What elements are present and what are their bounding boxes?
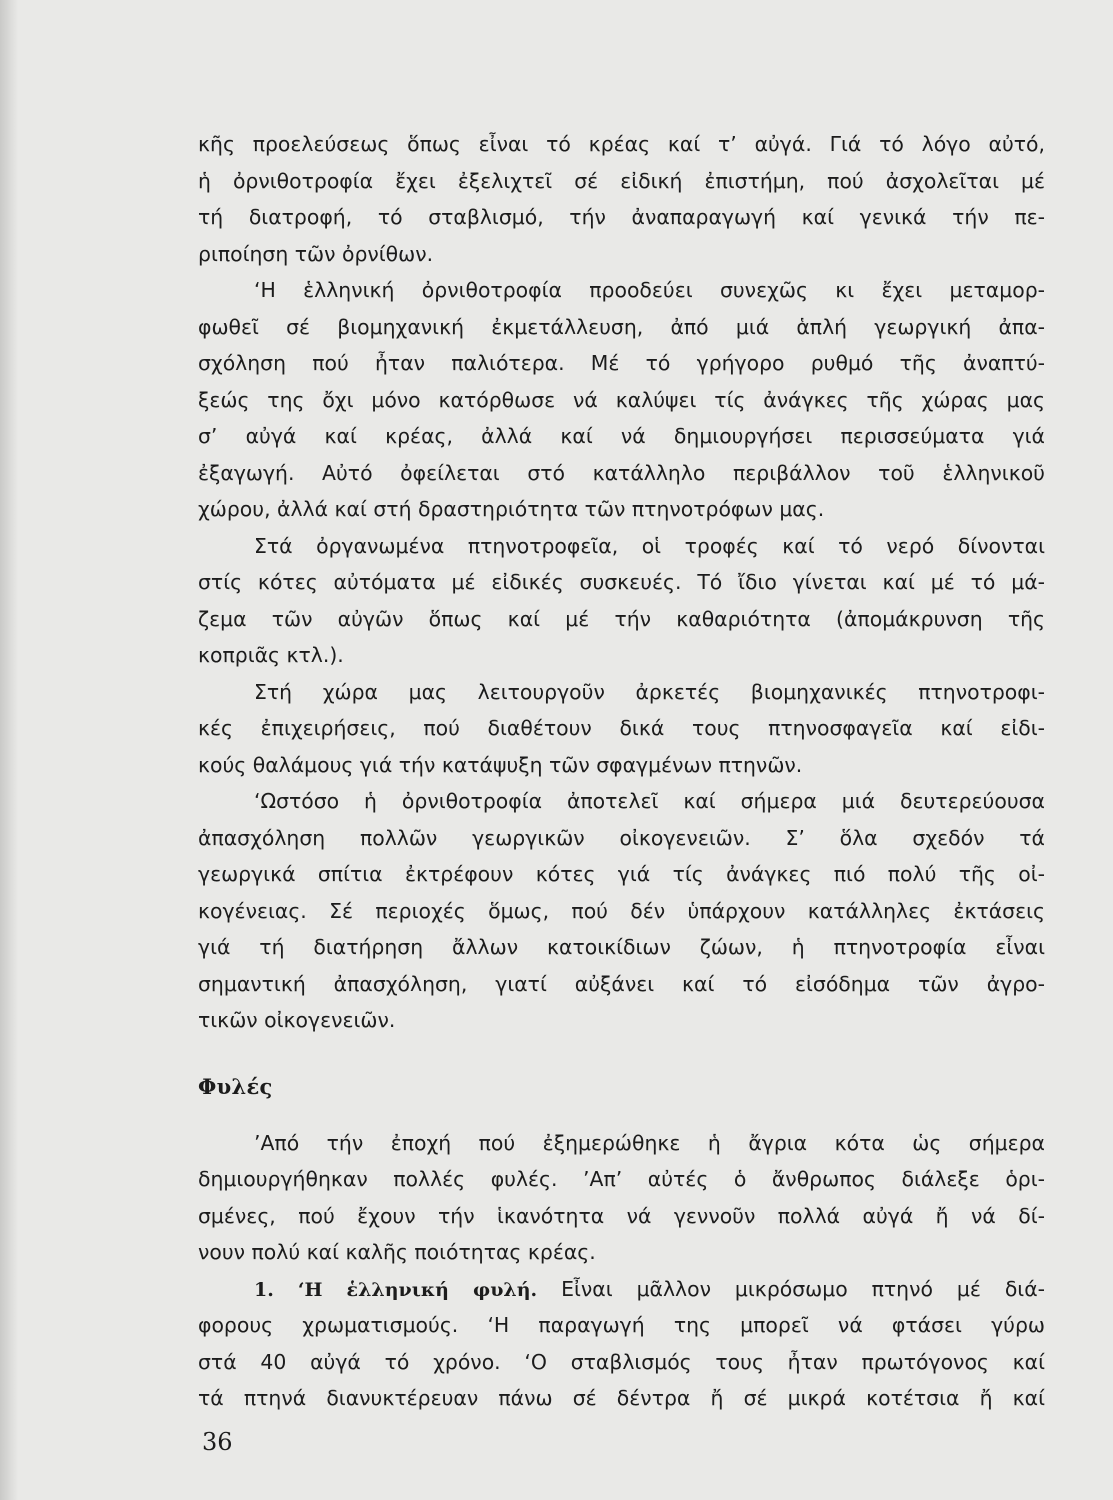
- text-line: φωθεῖ σέ βιομηχανική ἐκμετάλλευση, ἀπό μιά ἁπλή γεωργική ἀπα-: [198, 314, 1045, 339]
- breed-description-start: Εἶναι μᾶλλον μικρόσωμο πτηνό μέ διά-: [561, 1276, 1046, 1301]
- text-line: τή διατροφή, τό σταβλισμό, τήν ἀναπαραγωγή καί γενικά τήν πε-: [198, 205, 1045, 229]
- text-line: στίς κότες αὐτόματα μέ εἰδικές συσκευές. Τό ἴδιο γίνεται καί μέ τό μά-: [198, 570, 1045, 594]
- paragraph-5: [198, 783, 1045, 1039]
- section-spacer: [198, 1039, 1045, 1069]
- text-line: ριποίηση τῶν ὀρνίθων.: [198, 241, 434, 266]
- text-line: κές ἐπιχειρήσεις, πού διαθέτουν δικά τους πτηνοσφαγεῖα καί εἰδι-: [198, 716, 1045, 740]
- text-line: ‘Ωστόσο ἡ ὀρνιθοτροφία ἀποτελεῖ καί σήμερα μιά δευτερεύουσα: [254, 789, 1045, 813]
- breed-item-1: [198, 1271, 1045, 1417]
- text-line: νουν πολύ καί καλῆς ποιότητας κρέας.: [198, 1240, 596, 1264]
- section-heading: Φυλές: [198, 1073, 273, 1099]
- text-line: σχόληση πού ἦταν παλιότερα. Μέ τό γρήγορο ρυθμό τῆς ἀναπτύ-: [198, 351, 1045, 375]
- text-line: τικῶν οἰκογενειῶν.: [198, 1008, 396, 1032]
- text-line: κούς θαλάμους γιά τήν κατάψυξη τῶν σφαγμένων πτηνῶν.: [198, 752, 803, 777]
- text-line: κῆς προελεύσεως ὅπως εἶναι τό κρέας καί τ’ αὐγά. Γιά τό λόγο αὐτό,: [198, 132, 1045, 156]
- paragraph-4: [198, 674, 1045, 784]
- text-line: Στά ὀργανωμένα πτηνοτροφεῖα, οἱ τροφές καί τό νερό δίνονται: [254, 533, 1045, 558]
- text-line: τά πτηνά διανυκτέρευαν πάνω σέ δέντρα ἤ σέ μικρά κοτέτσια ἤ καί: [198, 1386, 1045, 1410]
- text-line: ’Από τήν ἐποχή πού ἐξημερώθηκε ἡ ἄγρια κότα ὡς σήμερα: [254, 1130, 1045, 1155]
- text-line: σμένες, πού ἔχουν τήν ἱκανότητα νά γεννοῦν πολλά αὐγά ἤ νά δί-: [198, 1203, 1045, 1228]
- text-line: ξεώς της ὄχι μόνο κατόρθωσε νά καλύψει τίς ἀνάγκες τῆς χώρας μας: [198, 387, 1045, 412]
- text-line: στά 40 αὐγά τό χρόνο. ‘Ο σταβλισμός τους ἦταν πρωτόγονος καί: [198, 1349, 1045, 1374]
- text-line: γεωργικά σπίτια ἐκτρέφουν κότες γιά τίς ἀνάγκες πιό πολύ τῆς οἰ-: [198, 862, 1045, 886]
- breed-title: 1. ‘Η ἑλληνική φυλή.: [254, 1278, 538, 1301]
- text-line: κογένειας. Σέ περιοχές ὅμως, πού δέν ὑπάρχουν κατάλληλες ἐκτάσεις: [198, 898, 1045, 923]
- text-line: ζεμα τῶν αὐγῶν ὅπως καί μέ τήν καθαριότητα (ἀπομάκρυνση τῆς: [198, 606, 1045, 631]
- text-line: ἐξαγωγή. Αὐτό ὀφείλεται στό κατάλληλο περιβάλλον τοῦ ἑλληνικοῦ: [198, 460, 1045, 485]
- text-line: Στή χώρα μας λειτουργοῦν ἀρκετές βιομηχανικές πτηνοτροφι-: [254, 679, 1045, 704]
- text-line: ἡ ὀρνιθοτροφία ἔχει ἐξελιχτεῖ σέ εἰδική ἐπιστήμη, πού ἀσχολεῖται μέ: [198, 168, 1045, 193]
- text-line: σημαντική ἀπασχόληση, γιατί αὐξάνει καί τό εἰσόδημα τῶν ἀγρο-: [198, 971, 1045, 996]
- text-line: ἀπασχόληση πολλῶν γεωργικῶν οἰκογενειῶν. Σ’ ὅλα σχεδόν τά: [198, 825, 1045, 850]
- paragraph-2: [198, 272, 1045, 528]
- body-text: [198, 126, 1045, 1417]
- page-number: 36: [202, 1428, 233, 1456]
- section-paragraph-1: [198, 1125, 1045, 1271]
- text-line: ‘Η ἑλληνική ὀρνιθοτροφία προοδεύει συνεχῶς κι ἔχει μεταμορ-: [254, 278, 1045, 302]
- text-line: χώρου, ἀλλά καί στή δραστηριότητα τῶν πτηνοτρόφων μας.: [198, 497, 825, 521]
- paragraph-3: [198, 528, 1045, 674]
- text-line: κοπριᾶς κτλ.).: [198, 643, 344, 667]
- text-line: σ’ αὐγά καί κρέας, ἀλλά καί νά δημιουργήσει περισσεύματα γιά: [198, 424, 1045, 448]
- text-line: [198, 1271, 1045, 1308]
- text-line: γιά τή διατήρηση ἄλλων κατοικίδιων ζώων, ἡ πτηνοτροφία εἶναι: [198, 935, 1045, 959]
- page-spine-shadow: [0, 0, 18, 1500]
- text-line: φορους χρωματισμούς. ‘Η παραγωγή της μπορεῖ νά φτάσει γύρω: [198, 1313, 1045, 1337]
- paragraph-1: [198, 126, 1045, 272]
- text-line: δημιουργήθηκαν πολλές φυλές. ’Απ’ αὐτές ὁ ἄνθρωπος διάλεξε ὁρι-: [198, 1167, 1045, 1191]
